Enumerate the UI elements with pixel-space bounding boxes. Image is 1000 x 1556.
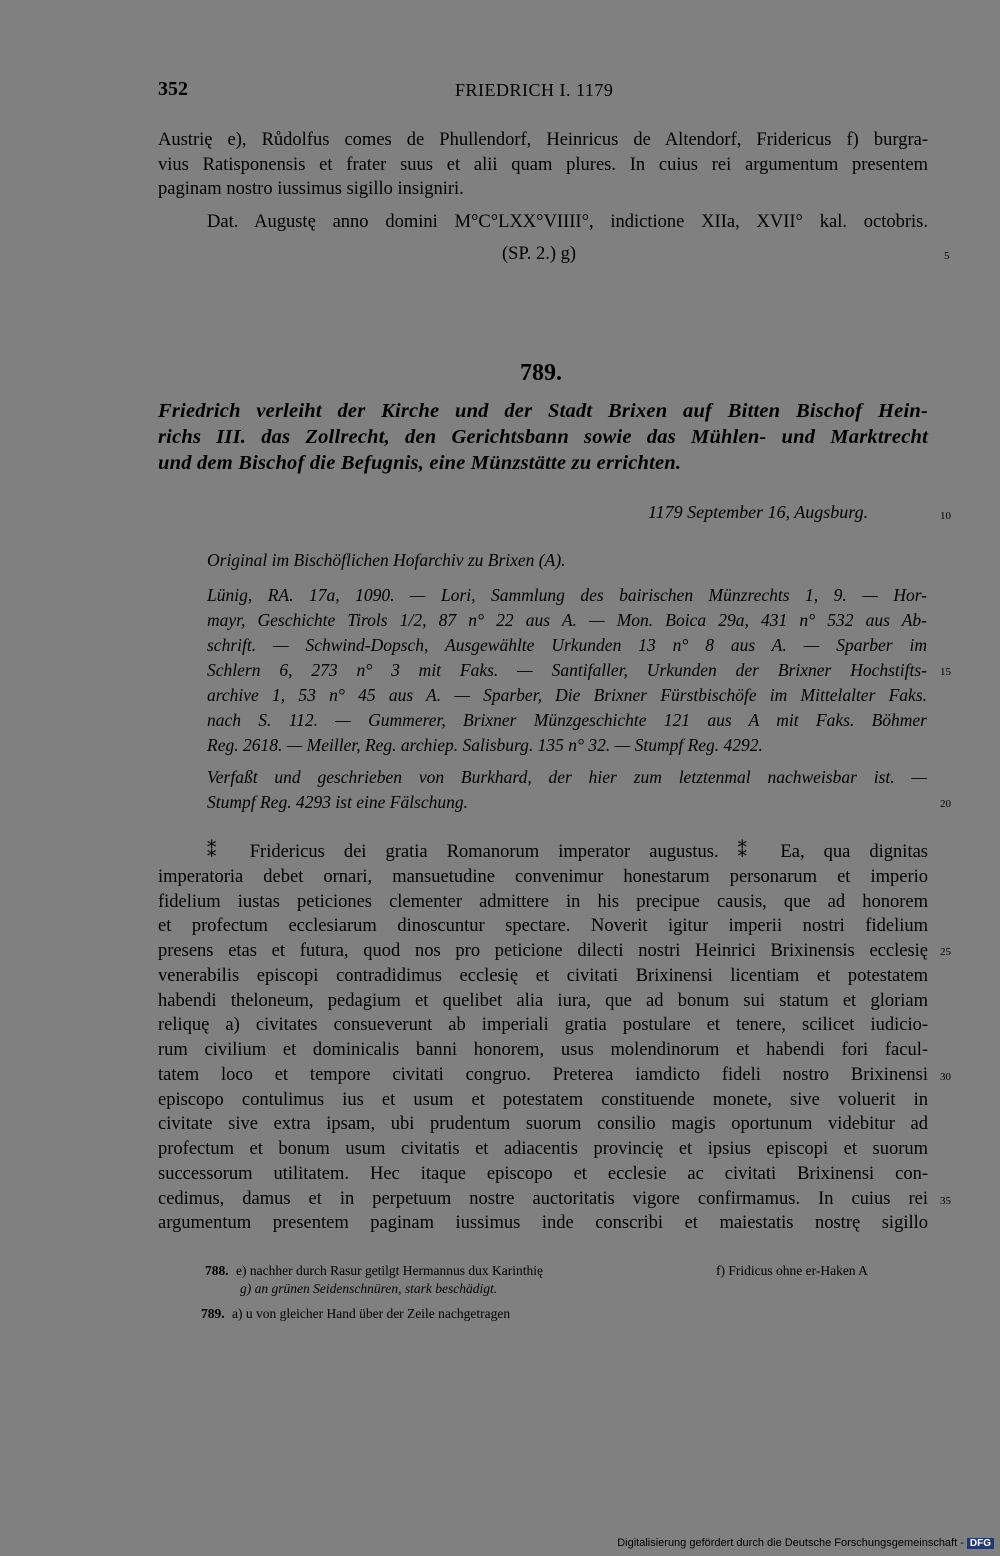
footnote-788	[205, 1262, 543, 1279]
credit-text: Digitalisierung gefördert durch die Deutsche Forschungsgemeinschaft -	[617, 1537, 964, 1549]
editions-line: Schlern 6, 273 n° 3 mit Faks. — Santifaller, Urkunden der Brixner Hochstifts-	[207, 660, 927, 680]
charter-line: profectum et bonum usum civitatis et adiacentis provincię et ipsius episcopi et suorum	[158, 1139, 928, 1159]
author-note: Verfaßt und geschrieben von Burkhard, der hier zum letztenmal nachweisbar ist. — Stumpf Reg. 4293 ist eine Fälschung.	[207, 767, 927, 812]
editions-line: schrift. — Schwind-Dopsch, Ausgewählte Urkunden 13 n° 8 aus A. — Sparber im	[207, 635, 927, 655]
charter-line: ⁑ Fridericus dei gratia Romanorum imperator augustus. ⁑ Ea, qua dignitas	[207, 842, 928, 862]
digitization-credit	[617, 1537, 994, 1549]
text-line: Austrię e), Růdolfus comes de Phullendorf, Heinricus de Altendorf, Fridericus f) burgra-	[158, 130, 928, 150]
editions-line: Lünig, RA. 17a, 1090. — Lori, Sammlung des bairischen Münzrechts 1, 9. — Hor-	[207, 585, 927, 605]
editions-note	[207, 583, 927, 758]
charter-line: fidelium iustas peticiones clementer admittere in his precipue causis, que ad honorem	[158, 891, 928, 912]
previous-document-text	[158, 128, 928, 202]
footnote-f: f) Fridicus ohne er-Haken A	[716, 1263, 868, 1278]
line-number: 10	[940, 510, 951, 522]
footnote-789	[201, 1305, 510, 1322]
line-number: 30	[940, 1071, 951, 1083]
line-number: 35	[940, 1195, 951, 1207]
footnote-label: 788.	[205, 1263, 229, 1278]
charter-line: episcopo contulimus ius et usum et potestatem constituende monete, sive voluerit in	[158, 1089, 928, 1110]
seal-note: (SP. 2.) g)	[502, 244, 577, 264]
charter-line: reliquę a) civitates consueverunt ab imperiali gratia postulare et tenere, scilicet iudicio-	[158, 1015, 928, 1036]
charter-line: argumentum presentem paginam iussimus inde conscribi et maiestatis nostrę sigillo	[158, 1213, 928, 1234]
charter-line: successorum utilitatem. Hec itaque episcopo et ecclesie ac civitati Brixinensi con-	[158, 1163, 928, 1184]
charter-line: civitate sive extra ipsam, ubi prudentum suorum consilio magis oportunum videbitur ad	[158, 1114, 928, 1135]
regest-line: und dem Bischof die Befugnis, eine Münzstätte zu errichten.	[158, 452, 682, 474]
editions-line: archive 1, 53 n° 45 aus A. — Sparber, Die Brixner Fürstbischöfe im Mittelalter Faks.	[207, 685, 927, 705]
charter-text	[158, 840, 928, 1236]
text-line: vius Ratisponensis et frater suus et alii quam plures. In cuius rei argumentum presentem	[158, 154, 928, 175]
dfg-logo: DFG	[967, 1538, 994, 1549]
footnote-label: 789.	[201, 1306, 225, 1321]
editions-line: Reg. 2618. — Meiller, Reg. archiep. Salisburg. 135 n° 32. — Stumpf Reg. 4292.	[207, 735, 763, 755]
page-number: 352	[158, 78, 188, 100]
charter-line: habendi theloneum, pedagium et quelibet alia iura, que ad bonum sui statum et gloriam	[158, 990, 928, 1011]
charter-line: tatem loco et tempore civitati congruo. Preterea iamdicto fideli nostro Brixinensi	[158, 1064, 928, 1085]
text-line: paginam nostro iussimus sigillo insigniri.	[158, 179, 464, 200]
editions-line: mayr, Geschichte Tirols 1/2, 87 n° 22 aus A. — Mon. Boica 29a, 431 n° 532 aus Ab-	[207, 610, 927, 630]
charter-line: venerabilis episcopi contradidimus ecclesię et civitati Brixinensi licentiam et potestatem	[158, 965, 928, 986]
charter-line: imperatoria debet ornari, mansuetudine convenimur honestarum personarum et imperio	[158, 866, 928, 887]
footnote-g: g) an grünen Seidenschnüren, stark beschädigt.	[240, 1281, 498, 1296]
editions-line: nach S. 112. — Gummerer, Brixner Münzgeschichte 121 aus A mit Faks. Böhmer	[207, 710, 927, 730]
dateline: 1179 September 16, Augsburg.	[648, 502, 869, 522]
footnote-a: a) u von gleicher Hand über der Zeile nachgetragen	[232, 1306, 511, 1321]
line-number: 25	[940, 946, 951, 958]
line-number: 20	[940, 798, 951, 810]
line-number: 5	[944, 250, 950, 262]
original-note: Original im Bischöflichen Hofarchiv zu Brixen (A).	[207, 550, 566, 570]
document-number: 789.	[520, 360, 562, 386]
charter-line: rum civilium et dominicalis banni honorem, usus molendinorum et habendi fori facul-	[158, 1040, 928, 1060]
footnote-e: e) nachher durch Rasur getilgt Hermannus dux Karinthię	[236, 1263, 544, 1278]
charter-line: et profectum ecclesiarum dinoscuntur spectare. Noverit igitur imperii nostri fidelium	[158, 916, 928, 937]
charter-line: cedimus, damus et in perpetuum nostre auctoritatis vigore confirmamus. In cuius rei	[158, 1188, 928, 1209]
running-title: FRIEDRICH I. 1179	[455, 80, 614, 100]
regest-line: richs III. das Zollrecht, den Gerichtsbann sowie das Mühlen- und Marktrecht	[158, 426, 928, 448]
line-number: 15	[940, 666, 951, 678]
charter-line: presens etas et futura, quod nos pro peticione dilecti nostri Heinrici Brixinensis ecclesię	[158, 941, 928, 961]
regest	[158, 398, 928, 476]
dating-clause: Dat. Augustę anno domini M°C°LXX°VIIII°, indictione XIIa, XVII° kal. octobris.	[207, 212, 928, 232]
regest-line: Friedrich verleiht der Kirche und der Stadt Brixen auf Bitten Bischof Hein-	[158, 400, 928, 422]
